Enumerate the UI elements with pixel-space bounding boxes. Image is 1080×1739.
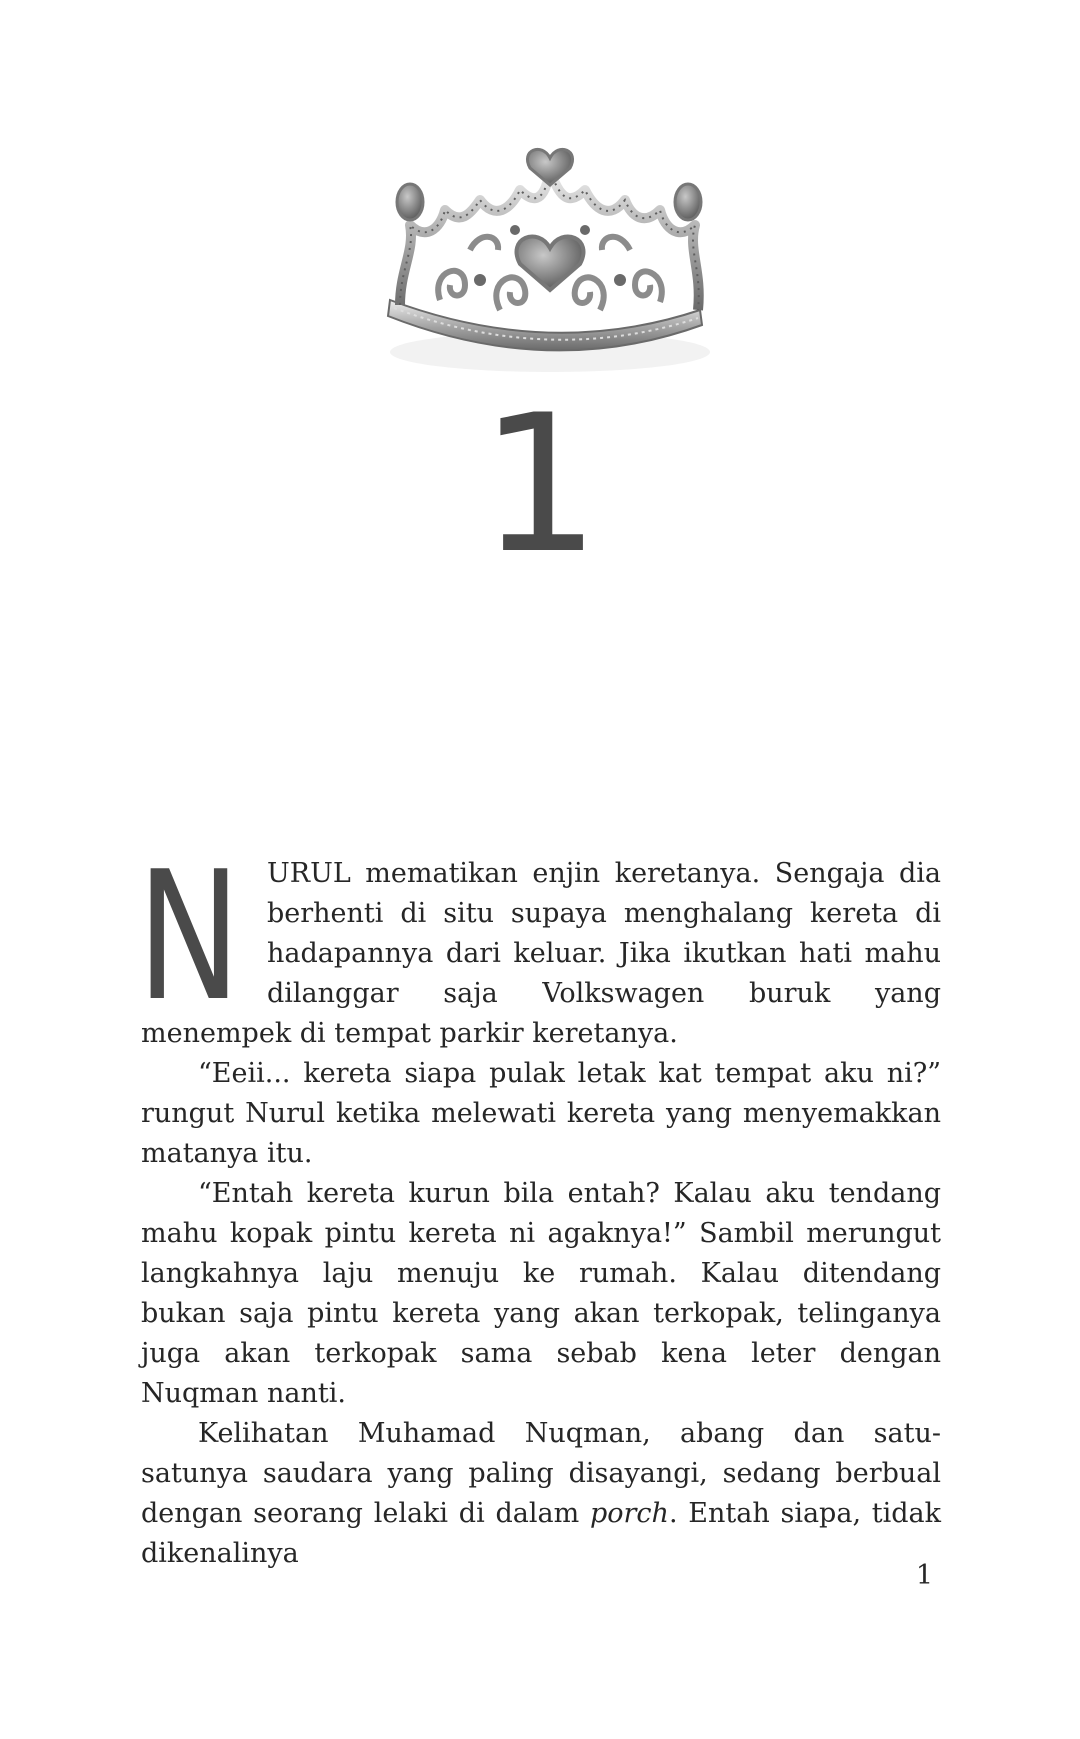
chapter-number: 1 <box>479 374 601 595</box>
crown-icon <box>370 130 730 380</box>
drop-cap: N <box>137 833 241 1040</box>
chapter-body <box>137 833 942 1574</box>
paragraph-1-text: URUL mematikan enjin keretanya. Sengaja dia berhenti di situ supaya menghalang kereta di hadapannya dari keluar. Jika ikutkan hati mahu dilanggar saja Volkswagen buruk yang menempek di tempat parkir keretanya. <box>141 858 941 1049</box>
paragraph-1 <box>137 833 941 1054</box>
page-number: 1 <box>915 1560 933 1591</box>
paragraph-4-text-end: . Entah siapa, tidak dikenalinya <box>141 1498 942 1569</box>
paragraph-2: “Eeii... kereta siapa pulak letak kat tempat aku ni?” rungut Nurul ketika melewati kereta yang menyemakkan matanya itu. <box>141 1058 941 1169</box>
paragraph-4-text-start: Kelihatan Muhamad Nuqman, abang dan satu-satunya saudara yang paling disayangi, sedang berbual dengan seorang lelaki di dalam <box>141 1418 941 1529</box>
paragraph-3: “Entah kereta kurun bila entah? Kalau aku tendang mahu kopak pintu kereta ni agaknya!” Sambil merungut langkahnya laju menuju ke rumah. Kalau ditendang bukan saja pintu kereta yang akan terkopak, telinganya juga akan terkopak sama sebab kena leter dengan Nuqman nanti. <box>141 1178 941 1409</box>
paragraph-4-italic: porch <box>589 1498 669 1529</box>
paragraph-4 <box>141 1414 941 1574</box>
